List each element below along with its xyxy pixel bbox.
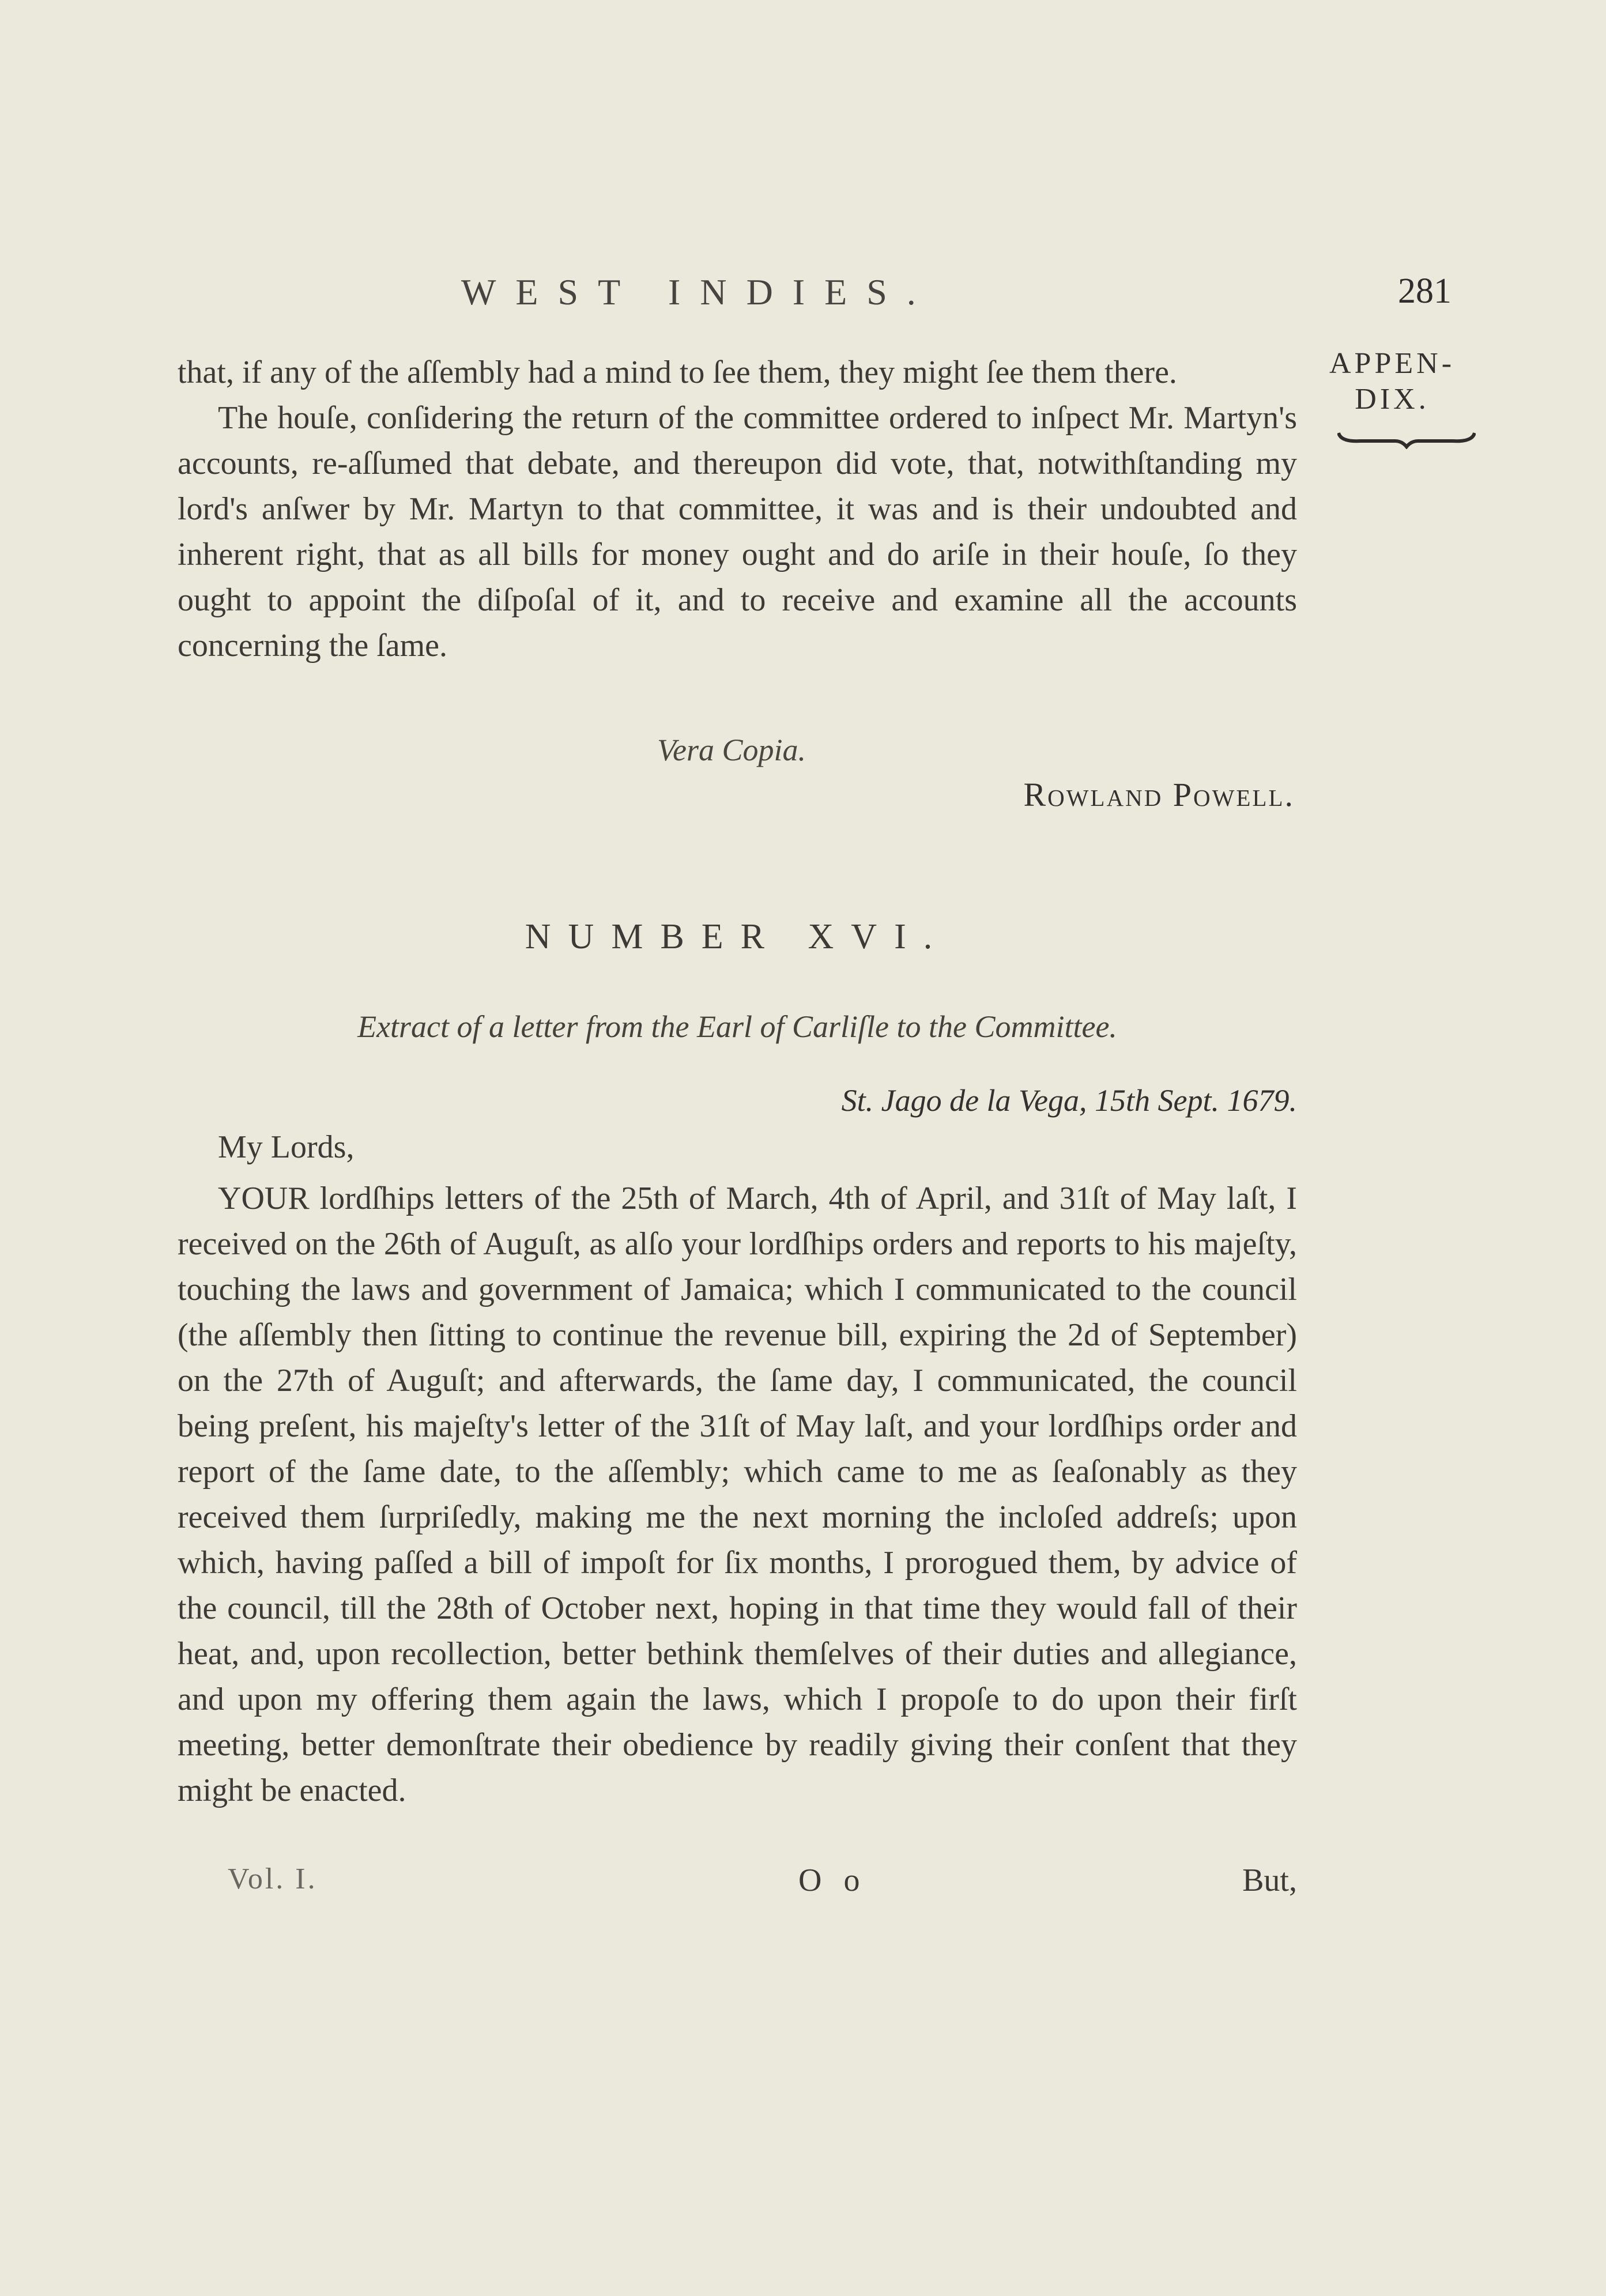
text-block-upper bbox=[178, 350, 1297, 669]
paragraph-continuation: that, if any of the aſſembly had a mind to ſee them, they might ſee them there. bbox=[178, 355, 1177, 390]
brace-ornament bbox=[1337, 429, 1476, 449]
page-number: 281 bbox=[1398, 272, 1452, 311]
text-block-letter bbox=[178, 1176, 1297, 1814]
vera-copia: Vera Copia. bbox=[657, 733, 806, 767]
margin-note: APPEN-DIX. bbox=[1329, 347, 1456, 416]
volume-marker: Vol. I. bbox=[228, 1863, 318, 1895]
catchword: But, bbox=[1242, 1863, 1297, 1898]
number-heading: NUMBER XVI. bbox=[525, 917, 950, 956]
signature: Rowland Powell. bbox=[1023, 776, 1295, 813]
running-title: WEST INDIES. bbox=[461, 272, 936, 312]
place-date: St. Jago de la Vega, 15th Sept. 1679. bbox=[841, 1083, 1297, 1118]
letter-paragraph: YOUR lordſhips letters of the 25th of March, 4th of April, and 31ſt of May laſt, I received on the 26th of Auguſt, as alſo your lordſhips orders and reports to his majeſty, touching the laws and government of Jamaica; which I communicated to the council (the aſſembly then ſitting to continue the revenue bill, expiring the 2d of September) on the 27th of Auguſt; and afterwards, the ſame day, I communicated, the council being preſent, his majeſty's letter of the 31ſt of May laſt, and your lordſhips order and report of the ſame date, to the aſſembly; which came to me as ſeaſonably as they received them ſurpriſedly, making me the next morning the incloſed addreſs; upon which, having paſſed a bill of impoſt for ſix months, I prorogued them, by advice of the council, till the 28th of October next, hoping in that time they would fall of their heat, and, upon recollection, better bethink themſelves of their duties and allegiance, and upon my offering them again the laws, which I propoſe to do upon their firſt meeting, better demonſtrate their obedience by readily giving their conſent that they might be enacted. bbox=[178, 1181, 1297, 1808]
extract-title: Extract of a letter from the Earl of Carliſle to the Committee. bbox=[357, 1009, 1117, 1044]
paragraph-vote: The houſe, conſidering the return of the committee ordered to inſpect Mr. Martyn's accounts, re-aſſumed that debate, and thereupon did vote, that, notwithſtanding my lord's anſwer by Mr. Martyn to that committee, it was and is their undoubted and inherent right, that as all bills for money ought and do ariſe in their houſe, ſo they ought to appoint the diſpoſal of it, and to receive and examine all the accounts concerning the ſame. bbox=[178, 400, 1297, 663]
salutation: My Lords, bbox=[218, 1129, 355, 1165]
signature-mark: O o bbox=[798, 1863, 867, 1898]
